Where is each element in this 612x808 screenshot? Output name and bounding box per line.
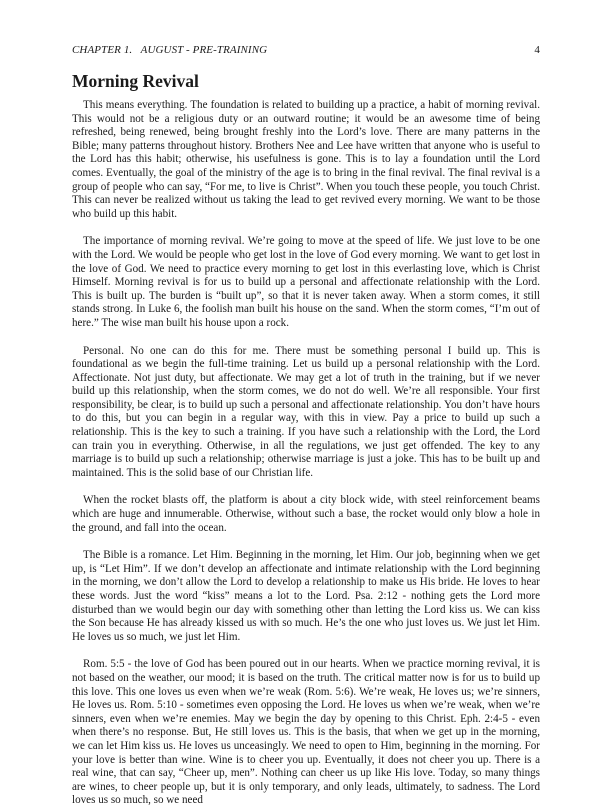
- page-number: 4: [534, 44, 540, 56]
- paragraph-1: This means everything. The foundation is related to building up a practice, a habit of morning revival. This would not be a religious duty or an outward routine; it would be an awesome time of being refreshed, being renewed, being brought freshly into the Lord’s love. There are many patterns in the Bible; many patterns throughout history. Brothers Nee and Lee have written that anyone who is useful to the Lord has this habit; otherwise, his usefulness is gone. This is to lay a foundation until the Lord comes. Eventually, the goal of the ministry of the age is to bring in the final revival. The final revival is a group of people who can say, “For me, to live is Christ”. When you touch these people, you touch Christ. This can never be realized without us taking the lead to get revived every morning. We want to be those who build up this habit.: [72, 99, 540, 220]
- chapter-title: CHAPTER 1. AUGUST - PRE-TRAINING: [72, 44, 268, 56]
- section-title: Morning Revival: [72, 71, 199, 91]
- paragraph-4: When the rocket blasts off, the platform is about a city block wide, with steel reinforcement beams which are huge and innumerable. Otherwise, without such a base, the rocket would only blow a hole in the ground, and fall into the ocean.: [72, 494, 540, 534]
- document-page: [72, 44, 540, 808]
- paragraph-5: The Bible is a romance. Let Him. Beginning in the morning, let Him. Our job, beginning when we get up, is “Let Him”. If we don’t develop an affectionate and intimate relationship with the Lord beginning in the morning, we don’t allow the Lord to develop a relationship to make us His bride. He loves to hear these words. Just the word “kiss” means a lot to the Lord. Psa. 2:12 - nothing gets the Lord more disturbed than we would begin our day with something other than letting the Lord kiss us. We can kiss the Son because He has already kissed us with so much. He’s the one who just loves us. We just let Him. He loves us so much, we just let Him.: [72, 549, 540, 643]
- paragraph-3: Personal. No one can do this for me. There must be something personal I build up. This is foundational as we begin the full-time training. Let us build up a personal relationship with the Lord. Affectionate. Not just duty, but affectionate. We may get a lot of truth in the training, but if we never build up this relationship, when the storm comes, we do not do well. We’re all responsible. Your first responsibility, be clear, is to build up such a personal and affectionate relationship. You don’t have hours to do this, but you can begin in a regular way, with this in view. Pay a price to build up such a relationship. This is the key to such a training. If you have such a relationship with the Lord, the Lord can train you in everything. Otherwise, in all the regulations, we just get offended. The key to any marriage is to build up such a relationship; otherwise marriage is just a joke. This has to be built up and maintained. This is the solid base of our Christian life.: [72, 344, 540, 479]
- paragraph-6: Rom. 5:5 - the love of God has been poured out in our hearts. When we practice morning revival, it is not based on the weather, our mood; it is based on the truth. The critical matter now is for us to build up this love. This one loves us even when we’re weak (Rom. 5:6). We’re weak, He loves us; we’re sinners, He loves us. Rom. 5:10 - sometimes even opposing the Lord. He loves us when we’re weak, when we’re sinners, even when we’re enemies. May we begin the day by opening to this Christ. Eph. 2:4-5 - even when there’s no response. But, He still loves us. This is the basis, that when we get up in the morning, we can let Him kiss us. He loves us unceasingly. We need to open to Him, beginning in the morning. For your love is better than wine. Wine is to cheer you up. Eventually, it does not cheer you up. There is a real wine, that can say, “Cheer up, men”. Nothing can cheer us up like His love. Today, so many things are wines, to cheer people up, but it is only temporary, and only leads, ultimately, to sadness. The Lord loves us so much, so we need: [72, 658, 540, 807]
- paragraph-2: The importance of morning revival. We’re going to move at the speed of life. We just love to be one with the Lord. We would be people who get lost in the love of God every morning. We want to get lost in the love of God. We need to practice every morning to get lost in this everlasting love, which is Christ Himself. Morning revival is for us to build up a personal and affectionate relationship with the Lord. This is built up. The burden is “built up”, so that it is never taken away. When a storm comes, it still stands strong. In Luke 6, the foolish man built his house on the sand. When the storm comes, “I’m out of here.” The wise man built his house upon a rock.: [72, 235, 540, 329]
- running-header: [72, 44, 540, 58]
